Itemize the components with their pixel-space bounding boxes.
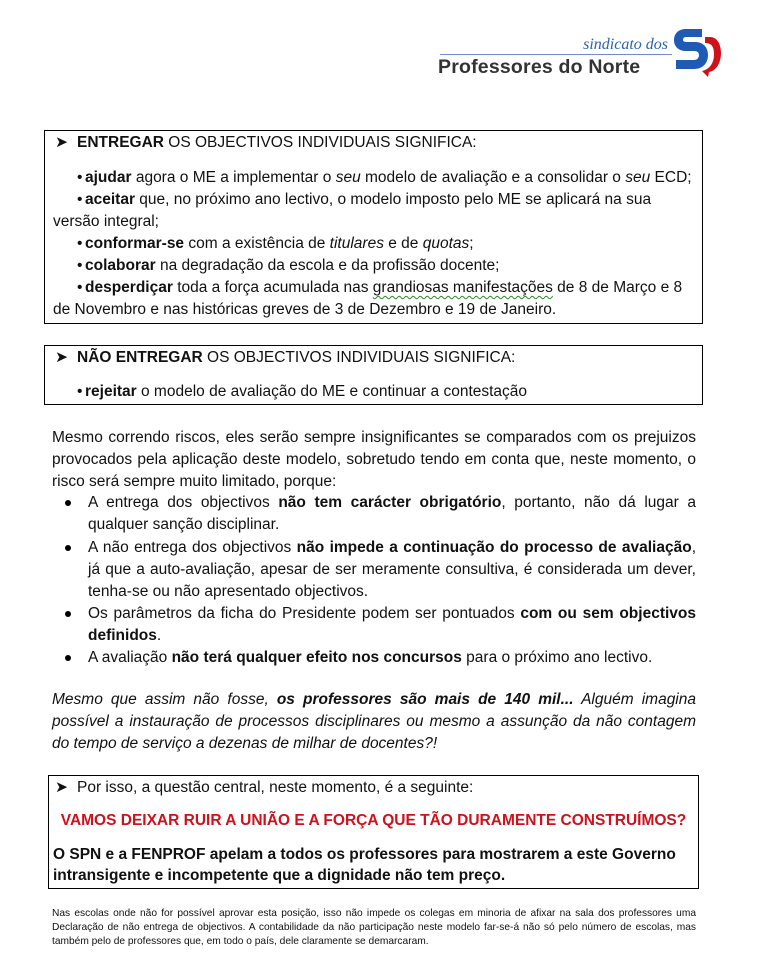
arrow-bullet-icon: ➤ [55,779,68,796]
item-bold: desperdiçar [85,279,173,296]
reason-bold: não impede a continuação do processo de avaliação [296,539,692,556]
item-text: o modelo de avaliação do ME e continuar a contestação [136,383,528,400]
item-text: modelo de avaliação e a consolidar o [360,169,626,186]
nao-entregar-heading [55,348,515,367]
item-text: de 8 de Março e 8 [552,279,683,296]
item-text-spellcheck: grandiosas manifestações [372,279,553,296]
entregar-item-5-cont: de Novembro e nas históricas greves de 3 de Dezembro e 19 de Janeiro. [53,301,557,318]
list-bullet-icon [65,500,71,506]
logo-subtitle: sindicato dos [583,36,668,53]
reason-item-1 [88,492,696,536]
item-text: que, no próximo ano lectivo, o modelo imposto pelo ME se aplicará na sua [134,191,652,208]
logo-divider [440,54,672,55]
item-italic: quotas [422,235,470,252]
entregar-head-bold: ENTREGAR [77,134,164,151]
bullet-dot-icon: • [77,383,83,400]
entregar-item-2-cont: versão integral; [53,213,159,230]
reason-text: A não entrega dos objectivos [88,539,297,556]
item-text: agora o ME a implementar o [131,169,336,186]
intro-paragraph: Mesmo correndo riscos, eles serão sempre insignificantes se comparados com os prejuizos provocados pela aplicação deste modelo, sobretudo tendo em conta que, neste momento, o risco será sempre muito limitado, porque: [52,429,696,490]
footnote: Nas escolas onde não for possível aprovar esta posição, isso não impede os colegas em minoria de afixar na sala dos professores uma Declaração de não entrega de objectivos. A contabilidade da não participação neste modelo far-se-á não só pelo número de escolas, mas também pelo de professores que, em todo o país, dele claramente se demarcaram. [52,908,696,947]
central-question-heading [55,778,473,797]
logo-s-shape [674,29,708,69]
reason-text: , portanto, não dá lugar a qualquer sanção disciplinar. [88,494,697,533]
reason-item-3 [88,603,696,647]
item-bold: colaborar [85,257,156,274]
list-bullet-icon [65,611,71,617]
item-italic: seu [335,169,361,186]
nao-entregar-item [77,381,527,403]
reason-bold: com ou sem objectivos definidos [88,605,696,644]
reason-text: Os parâmetros da ficha do Presidente podem ser pontuados [88,605,521,622]
bullet-dot-icon: • [77,191,83,208]
item-italic: seu [625,169,651,186]
arrow-bullet-icon: ➤ [55,134,68,151]
list-bullet-icon [65,545,71,551]
item-bold: conformar-se [85,235,185,252]
item-text: ECD; [650,169,692,186]
reason-bold: não terá qualquer efeito nos concursos [171,649,462,666]
reason-text: . [156,627,162,644]
bullet-dot-icon: • [77,257,83,274]
bullet-dot-icon: • [77,235,83,252]
italic-text: Alguém imagina possível a instauração de processos disciplinares ou mesmo a assunção da não contagem do tempo de serviço a dezenas de milhar de docentes?! [52,691,696,752]
central-question-text: VAMOS DEIXAR RUIR A UNIÃO E A FORÇA QUE TÃO DURAMENTE CONSTRUÍMOS? [60,812,687,829]
item-bold: rejeitar [85,383,137,400]
italic-text: Mesmo que assim não fosse, [52,691,277,708]
italic-paragraph [52,689,696,755]
item-text: com a existência de [184,235,330,252]
item-italic: titulares [329,235,384,252]
appeal-line-1: O SPN e a FENPROF apelam a todos os professores para mostrarem a este Governo [53,846,676,863]
item-text: ; [469,235,474,252]
reason-text: para o próximo ano lectivo. [461,649,653,666]
reason-item-4 [88,647,696,669]
reason-bold: não tem carácter obrigatório [278,494,502,511]
entregar-head-rest: OS OBJECTIVOS INDIVIDUAIS SIGNIFICA: [163,134,477,151]
reason-text: , já que a auto-avaliação, apesar de ser meramente consultiva, é considerada um dever, tenha-se ou não apresentado objectivos. [88,539,696,600]
nao-entregar-head-rest: OS OBJECTIVOS INDIVIDUAIS SIGNIFICA: [202,349,516,366]
item-bold: aceitar [85,191,135,208]
reason-item-2 [88,537,696,603]
bullet-dot-icon: • [77,279,83,296]
item-text: na degradação da escola e da profissão docente; [155,257,500,274]
entregar-item-4 [77,255,499,277]
reason-text: A entrega dos objectivos [88,494,279,511]
bullet-dot-icon: • [77,169,83,186]
item-bold: ajudar [85,169,132,186]
entregar-item-5 [77,277,682,299]
italic-bold: os professores são mais de 140 mil... [276,691,574,708]
entregar-heading [55,133,477,152]
central-question-head-text: Por isso, a questão central, neste momento, é a seguinte: [77,779,474,796]
nao-entregar-head-bold: NÃO ENTREGAR [77,349,203,366]
entregar-item-2 [77,189,651,211]
item-text: e de [383,235,423,252]
entregar-item-1 [77,167,692,189]
item-text: toda a força acumulada nas [172,279,373,296]
arrow-bullet-icon: ➤ [55,349,68,366]
entregar-item-3 [77,233,474,255]
list-bullet-icon [65,655,71,661]
appeal-line-2: intransigente e incompetente que a dignidade não tem preço. [53,867,506,884]
reason-text: A avaliação [88,649,172,666]
logo-title: Professores do Norte [438,56,641,78]
spn-logo-icon [672,25,722,81]
